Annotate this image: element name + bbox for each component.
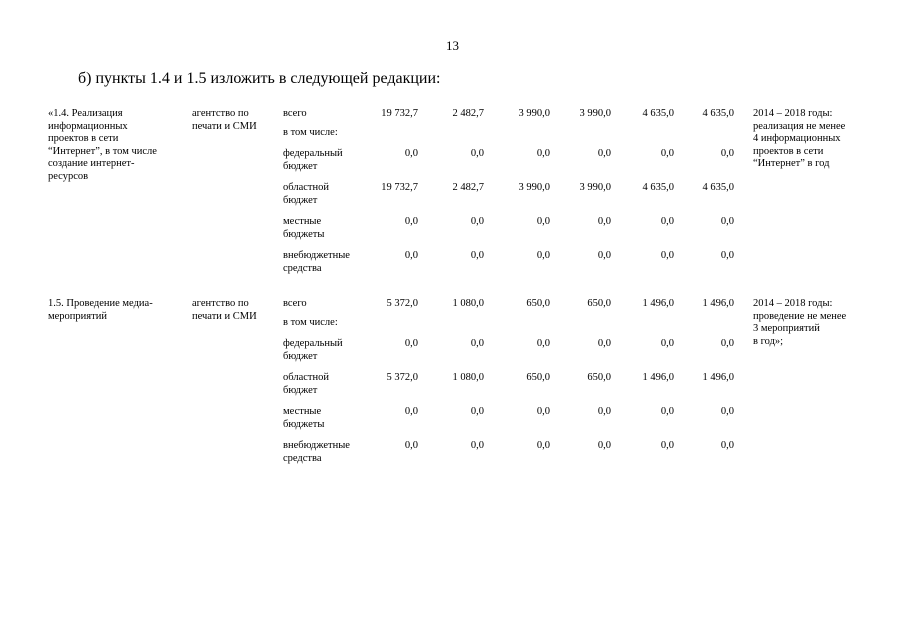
text-line: бюджет xyxy=(283,160,318,172)
text-line: бюджет xyxy=(283,194,318,206)
funding-value xyxy=(480,440,550,453)
funding-value xyxy=(541,440,611,453)
text-line: 0,0 xyxy=(404,216,418,227)
text-line: агентство по xyxy=(192,298,249,309)
text-line: 650,0 xyxy=(587,298,611,309)
funding-value xyxy=(414,338,484,351)
funding-value xyxy=(664,216,734,229)
funding-value xyxy=(541,216,611,229)
funding-value xyxy=(664,250,734,263)
text-line: 0,0 xyxy=(597,406,611,417)
text-line: 0,0 xyxy=(470,440,484,451)
text-line: 0,0 xyxy=(720,440,734,451)
text-line: реализация не менее xyxy=(753,120,846,132)
funding-value xyxy=(348,338,418,351)
text-line: 0,0 xyxy=(404,250,418,261)
text-line: средства xyxy=(283,452,322,464)
text-line: «1.4. Реализация xyxy=(48,108,123,119)
text-line: 19 732,7 xyxy=(381,182,418,193)
text-line: создание интернет- xyxy=(48,158,135,169)
text-line: 0,0 xyxy=(660,250,674,261)
text-line: местные xyxy=(283,216,322,227)
text-line: печати и СМИ xyxy=(192,120,257,132)
text-line: средства xyxy=(283,262,322,274)
executor xyxy=(192,108,272,133)
text-line: 1 496,0 xyxy=(642,298,674,309)
text-line: 1 080,0 xyxy=(452,372,484,383)
funding-value xyxy=(414,108,484,121)
text-line: “Интернет” в год xyxy=(753,158,830,169)
funding-value xyxy=(348,406,418,419)
text-line: ресурсов xyxy=(48,170,89,182)
executor xyxy=(192,298,272,323)
text-line: бюджеты xyxy=(283,418,325,430)
funding-value xyxy=(414,216,484,229)
text-line: 1 496,0 xyxy=(702,372,734,383)
text-line: 0,0 xyxy=(470,216,484,227)
text-line: 3 990,0 xyxy=(518,108,550,119)
text-line: 0,0 xyxy=(470,250,484,261)
text-line: 0,0 xyxy=(660,338,674,349)
text-line: 0,0 xyxy=(597,250,611,261)
text-line: 4 635,0 xyxy=(642,108,674,119)
text-line: 1.5. Проведение медиа- xyxy=(48,298,153,309)
text-line: 0,0 xyxy=(597,338,611,349)
text-line: 0,0 xyxy=(720,250,734,261)
text-line: 0,0 xyxy=(720,216,734,227)
text-line: 1 080,0 xyxy=(452,298,484,309)
funding-value xyxy=(541,298,611,311)
funding-value xyxy=(414,406,484,419)
funding-value xyxy=(664,148,734,161)
text-line: в том числе: xyxy=(283,127,338,138)
text-line: 0,0 xyxy=(720,338,734,349)
funding-value xyxy=(541,406,611,419)
funding-value xyxy=(480,216,550,229)
text-line: 2 482,7 xyxy=(452,182,484,193)
funding-value xyxy=(414,250,484,263)
expected-result xyxy=(753,298,873,348)
text-line: 0,0 xyxy=(404,338,418,349)
funding-value xyxy=(480,372,550,385)
text-line: 0,0 xyxy=(536,406,550,417)
text-line: 4 635,0 xyxy=(642,182,674,193)
funding-value xyxy=(414,298,484,311)
text-line: 0,0 xyxy=(536,250,550,261)
funding-value xyxy=(664,182,734,195)
text-line: 0,0 xyxy=(404,406,418,417)
funding-value xyxy=(480,406,550,419)
text-line: 0,0 xyxy=(536,216,550,227)
funding-value xyxy=(664,406,734,419)
text-line: 0,0 xyxy=(720,406,734,417)
text-line: 0,0 xyxy=(536,440,550,451)
text-line: 3 990,0 xyxy=(579,108,611,119)
text-line: 0,0 xyxy=(720,148,734,159)
funding-value xyxy=(348,440,418,453)
funding-value xyxy=(414,148,484,161)
text-line: проектов в сети xyxy=(48,133,119,144)
expected-result xyxy=(753,108,873,171)
text-line: 4 635,0 xyxy=(702,108,734,119)
text-line: 0,0 xyxy=(404,148,418,159)
funding-value xyxy=(414,372,484,385)
funding-value xyxy=(348,182,418,195)
text-line: 0,0 xyxy=(404,440,418,451)
text-line: мероприятий xyxy=(48,310,107,322)
text-line: бюджеты xyxy=(283,228,325,240)
text-line: печати и СМИ xyxy=(192,310,257,322)
funding-value xyxy=(348,148,418,161)
text-line: 0,0 xyxy=(536,338,550,349)
section-heading: б) пункты 1.4 и 1.5 изложить в следующей редакции: xyxy=(78,70,441,87)
text-line: 0,0 xyxy=(660,148,674,159)
funding-value xyxy=(664,372,734,385)
funding-value xyxy=(480,250,550,263)
text-line: внебюджетные xyxy=(283,250,350,261)
text-line: областной xyxy=(283,182,329,193)
measure-name xyxy=(48,108,180,183)
text-line: 650,0 xyxy=(526,298,550,309)
text-line: в год»; xyxy=(753,335,784,347)
text-line: 19 732,7 xyxy=(381,108,418,119)
funding-value xyxy=(541,338,611,351)
text-line: 2014 – 2018 годы: xyxy=(753,108,833,119)
text-line: 1 496,0 xyxy=(642,372,674,383)
text-line: проектов в сети xyxy=(753,145,824,157)
text-line: 0,0 xyxy=(597,148,611,159)
funding-value xyxy=(348,372,418,385)
text-line: 3 990,0 xyxy=(579,182,611,193)
text-line: 0,0 xyxy=(660,440,674,451)
text-line: 4 информационных xyxy=(753,133,841,144)
text-line: 0,0 xyxy=(660,216,674,227)
text-line: бюджет xyxy=(283,384,318,396)
text-line: федеральный xyxy=(283,148,343,159)
funding-value xyxy=(348,298,418,311)
text-line: 0,0 xyxy=(470,338,484,349)
text-line: 2 482,7 xyxy=(452,108,484,119)
text-line: 4 635,0 xyxy=(702,182,734,193)
text-line: 5 372,0 xyxy=(386,372,418,383)
text-line: 650,0 xyxy=(526,372,550,383)
text-line: 0,0 xyxy=(470,406,484,417)
text-line: проведение не менее xyxy=(753,310,847,322)
funding-source xyxy=(283,127,373,140)
text-line: 0,0 xyxy=(597,216,611,227)
text-line: информационных xyxy=(48,120,128,132)
funding-value xyxy=(348,250,418,263)
funding-value xyxy=(541,182,611,195)
text-line: всего xyxy=(283,298,307,309)
funding-value xyxy=(480,148,550,161)
text-line: 1 496,0 xyxy=(702,298,734,309)
funding-value xyxy=(480,298,550,311)
funding-value xyxy=(664,298,734,311)
text-line: федеральный xyxy=(283,338,343,349)
text-line: 3 мероприятий xyxy=(753,323,820,334)
text-line: местные xyxy=(283,406,322,417)
text-line: 650,0 xyxy=(587,372,611,383)
funding-value xyxy=(480,108,550,121)
funding-value xyxy=(541,148,611,161)
text-line: 0,0 xyxy=(536,148,550,159)
funding-value xyxy=(541,108,611,121)
funding-value xyxy=(664,108,734,121)
funding-value xyxy=(480,182,550,195)
funding-value xyxy=(348,108,418,121)
text-line: 5 372,0 xyxy=(386,298,418,309)
funding-value xyxy=(480,338,550,351)
funding-value xyxy=(664,338,734,351)
text-line: “Интернет”, в том числе xyxy=(48,145,157,157)
text-line: 0,0 xyxy=(660,406,674,417)
page-number: 13 xyxy=(446,38,459,53)
text-line: бюджет xyxy=(283,350,318,362)
funding-value xyxy=(348,216,418,229)
text-line: областной xyxy=(283,372,329,383)
text-line: в том числе: xyxy=(283,317,338,328)
text-line: 3 990,0 xyxy=(518,182,550,193)
text-line: 2014 – 2018 годы: xyxy=(753,298,833,309)
funding-source xyxy=(283,317,373,330)
funding-value xyxy=(541,372,611,385)
funding-value xyxy=(414,182,484,195)
measure-name xyxy=(48,298,180,323)
funding-value xyxy=(414,440,484,453)
text-line: агентство по xyxy=(192,108,249,119)
text-line: 0,0 xyxy=(470,148,484,159)
text-line: всего xyxy=(283,108,307,119)
text-line: внебюджетные xyxy=(283,440,350,451)
text-line: 0,0 xyxy=(597,440,611,451)
funding-value xyxy=(664,440,734,453)
funding-value xyxy=(541,250,611,263)
